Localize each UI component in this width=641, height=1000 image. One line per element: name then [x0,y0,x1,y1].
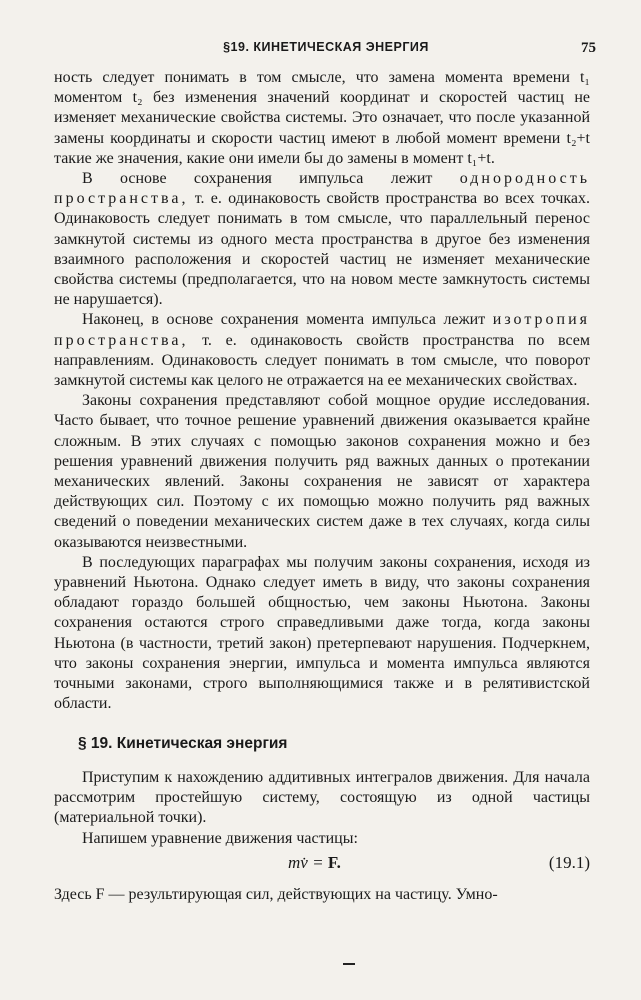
section-paragraph-2: Напишем уравнение движения частицы: [82,829,358,847]
running-title: §19. КИНЕТИЧЕСКАЯ ЭНЕРГИЯ [223,40,429,54]
paragraph-3 [54,310,590,391]
page-number: 75 [581,40,596,56]
paragraph-2-start: В основе сохранения импульса лежит [82,170,433,188]
paragraph-5: В последующих параграфах мы получим законы сохранения, исходя из уравнений Ньютона. Однако следует иметь в виду, что законы сохранения обладают гораздо большей общностью, чем законы Ньютона. Законы сохранения остаются строго справедливыми даже тогда, когда законы Ньютона (в частности, третий закон) претерпевают нарушения. Подчеркнем, что законы сохранения энергии, импульса и момента импульса являются точными законами, строго выполняющимися также и в релятивистской области. [54,553,590,713]
paragraph-4: Законы сохранения представляют собой мощное орудие исследования. Часто бывает, что точное решение уравнений движения оказывается крайне сложным. В этих случаях с помощью законов сохранения можно и без решения уравнений движения получить ряд важных данных о протекании механических явлений. Законы сохранения не зависят от характера действующих сил. Поэтому с их помощью можно получить ряд важных сведений о поведении механических систем даже в тех случаях, когда силы оказываются неизвестными. [54,392,590,551]
body-text [54,68,590,715]
equation-row [54,853,590,877]
running-head [56,40,596,58]
equation [288,853,341,873]
section-heading: § 19. Кинетическая энергия [78,735,288,752]
equation-equals: = [307,853,328,872]
term-homogeneity: однородность пространства, [54,170,591,208]
paragraph-2 [54,169,590,310]
paragraph-3-start: Наконец, в основе сохранения момента импульса лежит [82,311,486,329]
paragraph-1: ность следует понимать в том смысле, что замена момента времени t₁ моментом t₂ без изменения значений координат и скоростей частиц не изменяет механические свойства системы. Это означает, что после указанной замены координаты и скорости частиц имеют в любой момент времени t₂+t такие же значения, какие они имели бы до замены в момент t₁+t. [54,69,590,167]
equation-lhs: mv̇ [288,853,308,872]
term-isotropy: изотропия пространства, [54,311,591,349]
paragraph-2-end: т. е. одинаковость свойств пространства во всех точках. Одинаковость следует понимать в том смысле, что параллельный перенос замкнутой системы из одного места пространства в другое без изменения взаимного расположения и скоростей частиц не изменяет механические свойства системы (предполагается, что на новом месте замкнутость системы не нарушается). [54,190,591,309]
paragraph-3-end: т. е. одинаковость свойств пространства по всем направлениям. Одинаковость следует понимать в том смысле, что поворот замкнутой системы как целого не отражается на ее механических свойствах. [54,331,591,390]
equation-rhs: F. [327,853,341,872]
section-body [54,768,590,849]
section-paragraph-1: Приступим к нахождению аддитивных интегралов движения. Для начала рассмотрим простейшую систему, состоящую из одной частицы (материальной точки). [54,769,590,827]
equation-number: (19.1) [548,853,590,872]
footer-dash [343,963,355,965]
last-line: Здесь F — результирующая сил, действующих на частицу. Умно- [54,886,498,903]
